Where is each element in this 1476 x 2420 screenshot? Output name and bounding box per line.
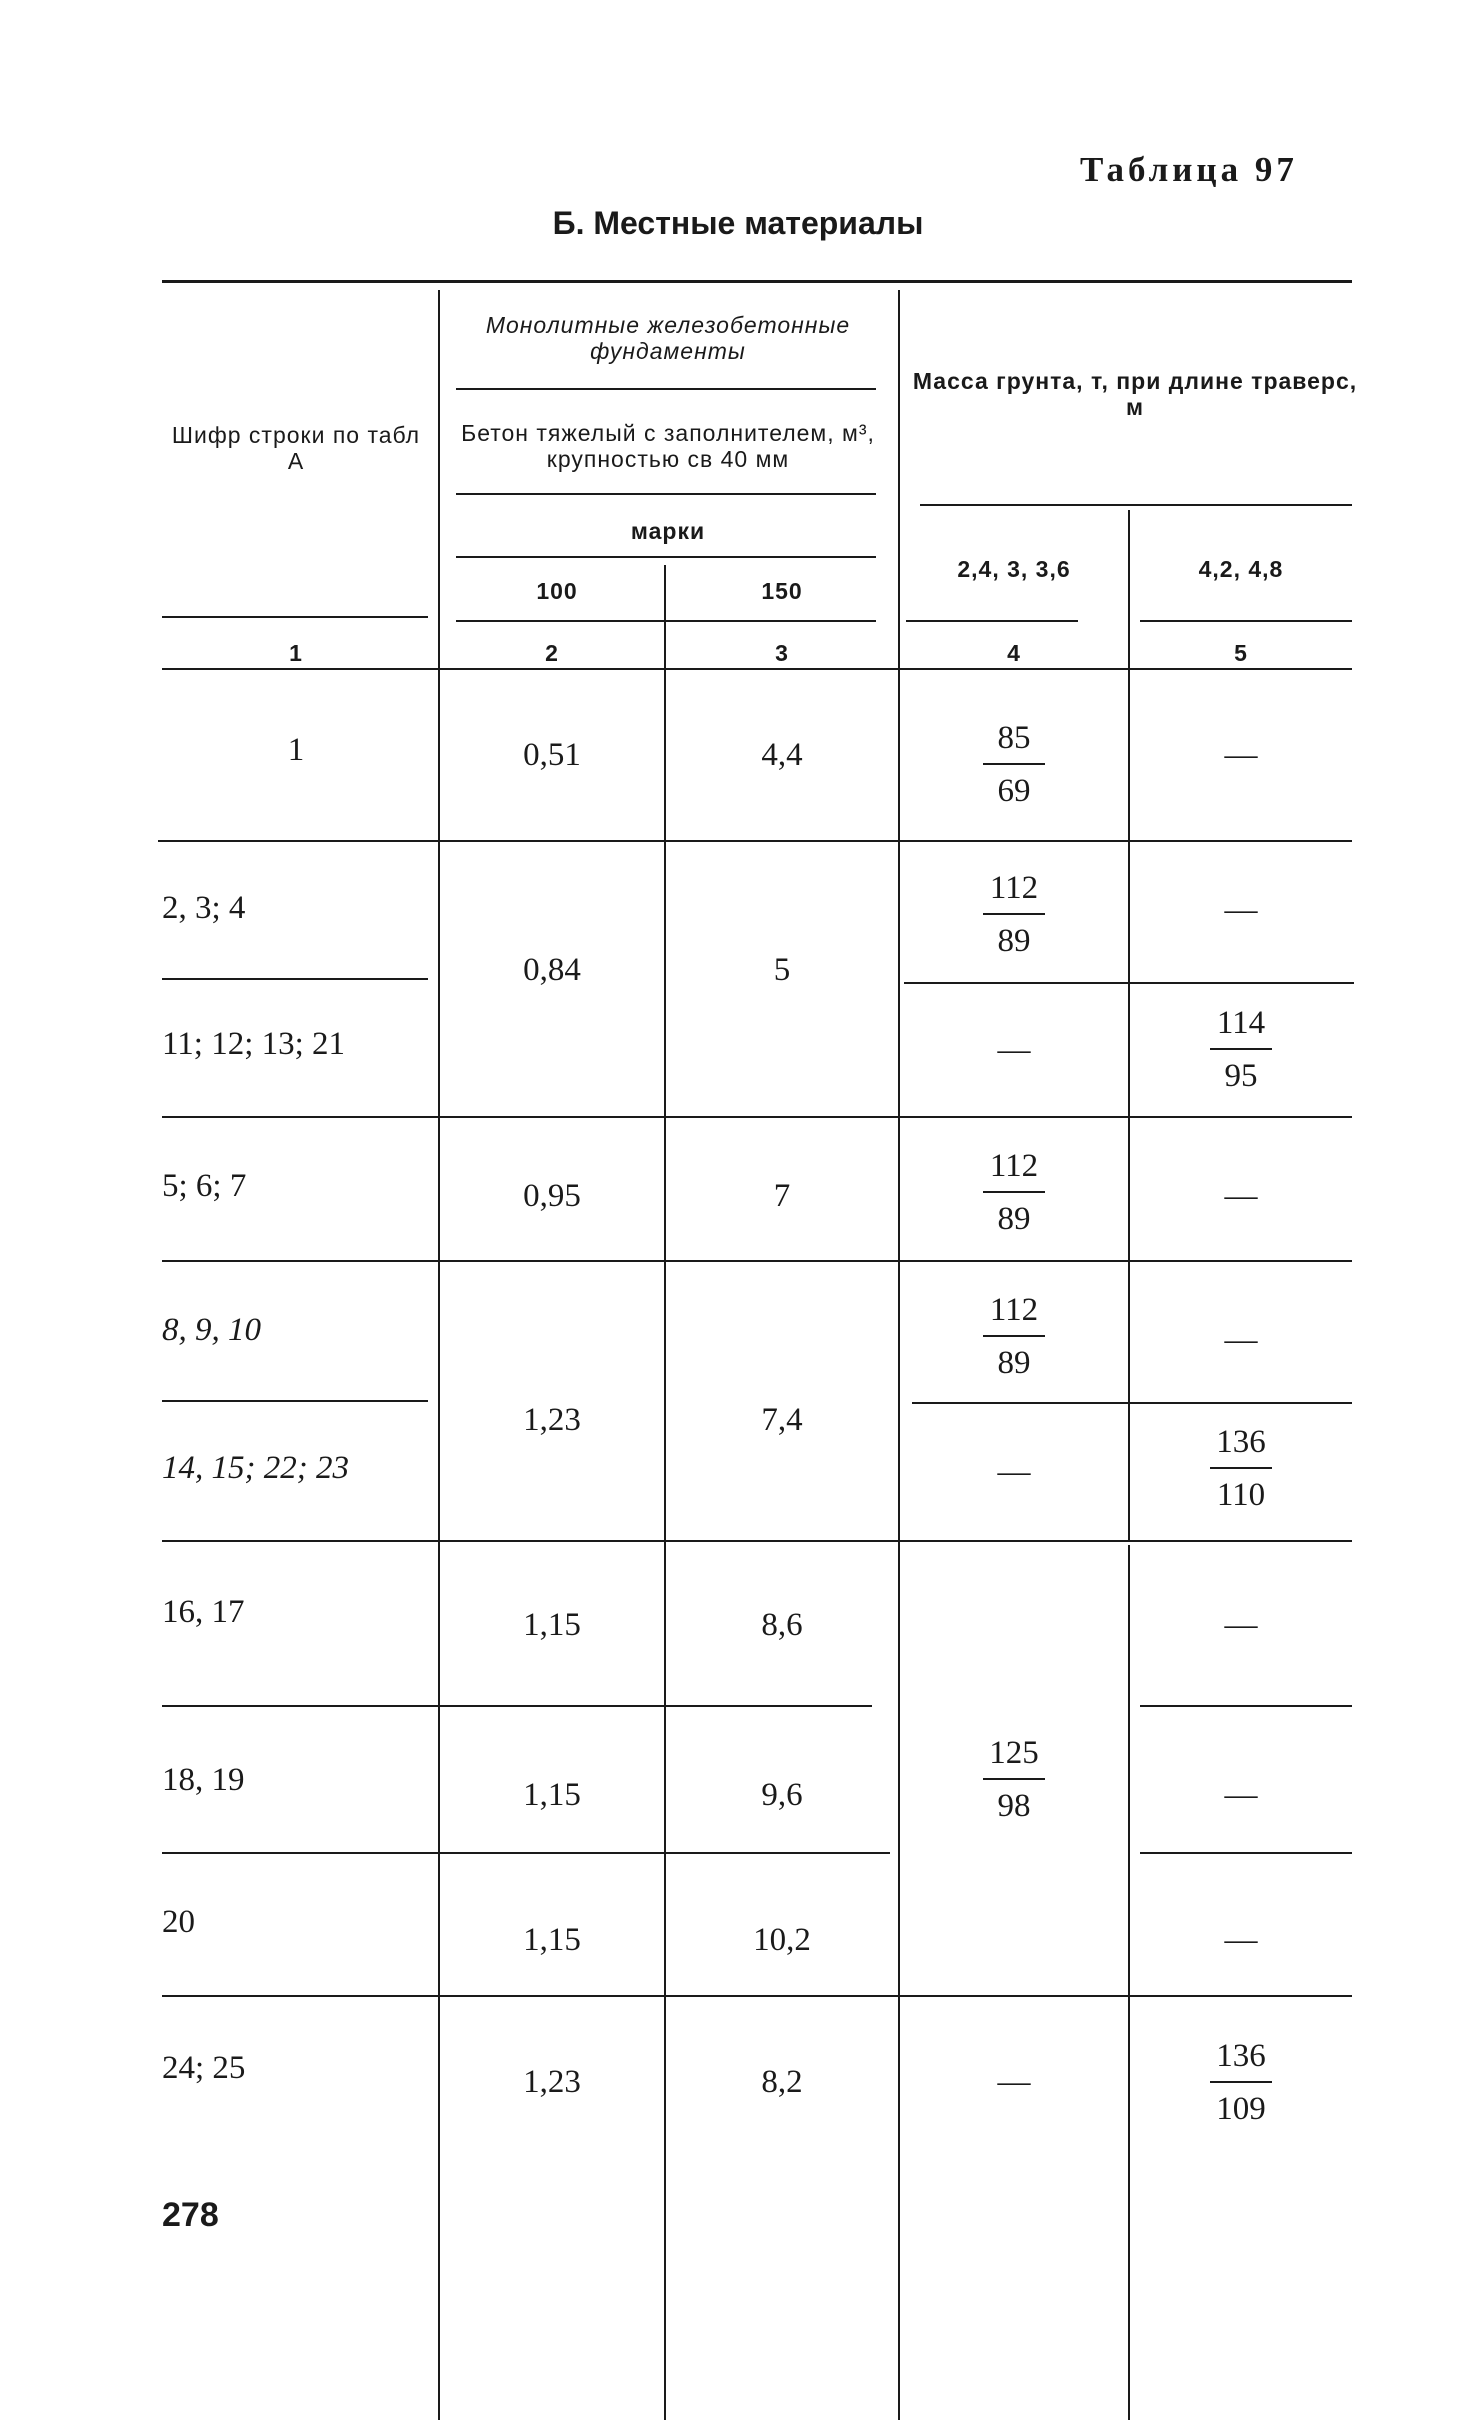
column-number: 1 xyxy=(289,640,303,666)
cell-mark-100: 1,15 xyxy=(523,1606,581,1643)
denominator: 109 xyxy=(1216,2091,1266,2127)
cell-mark-150: 7 xyxy=(773,1177,791,1214)
numerator: 136 xyxy=(1216,1424,1266,1461)
cell-mark-100: 0,95 xyxy=(523,1177,581,1214)
cell-mass-a xyxy=(900,1700,1128,1860)
marks-header: марки xyxy=(630,518,706,544)
row-code: 16, 17 xyxy=(162,1593,245,1630)
table-top-rule xyxy=(162,280,1352,283)
fraction xyxy=(1210,1006,1272,1093)
fraction-bar xyxy=(1210,1048,1272,1050)
cell-mark-100: 1,23 xyxy=(523,1401,581,1438)
fraction-bar xyxy=(983,1778,1045,1780)
cell-mass-b: — xyxy=(1224,1606,1258,1643)
numerator: 85 xyxy=(997,720,1031,757)
cell-mass-a: — xyxy=(997,2063,1031,2100)
row-code: 14, 15; 22; 23 xyxy=(162,1449,349,1486)
cell-mark-150: 5 xyxy=(773,951,791,988)
row-code: 18, 19 xyxy=(162,1761,245,1798)
column-number: 2 xyxy=(545,640,559,666)
row-rule xyxy=(162,978,428,980)
numerator: 112 xyxy=(989,1292,1039,1329)
col-rule xyxy=(664,565,666,2420)
fraction xyxy=(983,1149,1045,1236)
row-code: 11; 12; 13; 21 xyxy=(162,1025,346,1062)
cell-mass-a: — xyxy=(997,1453,1031,1490)
rule xyxy=(456,620,876,622)
fraction-bar xyxy=(983,1335,1045,1337)
concrete-header: Бетон тяжелый с заполнителем, м³, крупностью св 40 мм xyxy=(461,420,875,473)
rule xyxy=(456,388,876,390)
rule xyxy=(456,493,876,495)
row-rule xyxy=(1140,1705,1352,1707)
numerator: 112 xyxy=(989,870,1039,907)
fraction-bar xyxy=(1210,1467,1272,1469)
cell-mass-b xyxy=(1130,985,1352,1115)
cell-mark-150: 4,4 xyxy=(761,736,803,773)
cell-mass-a xyxy=(900,1272,1128,1402)
mark-100-header: 100 xyxy=(536,578,578,604)
row-rule xyxy=(162,1116,1352,1118)
row-rule xyxy=(162,1260,1352,1262)
cell-mass-a: — xyxy=(997,1031,1031,1068)
page-title: Б. Местные материалы xyxy=(552,205,924,241)
cell-mark-100: 0,84 xyxy=(523,951,581,988)
row-code: 24; 25 xyxy=(162,2049,246,2086)
cell-mass-b xyxy=(1130,2018,1352,2148)
numerator: 112 xyxy=(989,1148,1039,1185)
cell-mass-a xyxy=(900,1128,1128,1258)
column-number: 4 xyxy=(1007,640,1021,666)
denominator: 95 xyxy=(1224,1058,1258,1094)
row-rule xyxy=(162,1705,872,1707)
denominator: 89 xyxy=(997,1201,1031,1237)
row-code: 5; 6; 7 xyxy=(162,1167,247,1204)
cell-mass-a xyxy=(900,690,1128,840)
cell-mass-b: — xyxy=(1224,891,1258,928)
length-a-header: 2,4, 3, 3,6 xyxy=(957,556,1071,582)
soil-mass-header: Масса грунта, т, при длине траверс, м xyxy=(912,368,1358,421)
row-code: 2, 3; 4 xyxy=(162,889,246,926)
fraction xyxy=(983,1293,1045,1380)
numerator: 114 xyxy=(1216,1005,1266,1042)
denominator: 69 xyxy=(997,773,1031,809)
cell-mark-150: 10,2 xyxy=(753,1921,811,1958)
fraction xyxy=(1210,2039,1272,2126)
cell-mark-100: 1,23 xyxy=(523,2063,581,2100)
header-bottom-rule xyxy=(162,668,1352,670)
numerator: 125 xyxy=(989,1735,1039,1772)
cell-mark-100: 1,15 xyxy=(523,1921,581,1958)
row-rule xyxy=(162,1852,890,1854)
row-rule xyxy=(162,1540,1352,1542)
denominator: 89 xyxy=(997,1345,1031,1381)
cell-mass-b: — xyxy=(1224,1921,1258,1958)
cell-mark-100: 0,51 xyxy=(523,736,581,773)
row-rule xyxy=(162,1400,428,1402)
row-rule xyxy=(162,1995,1352,1997)
numerator: 136 xyxy=(1216,2038,1266,2075)
row-code: 20 xyxy=(162,1903,195,1940)
cell-mass-a xyxy=(900,850,1128,980)
cell-mass-b xyxy=(1130,1404,1352,1534)
row-rule xyxy=(158,840,1352,842)
row-code: 1 xyxy=(287,731,305,768)
rule xyxy=(920,504,1352,506)
fraction-bar xyxy=(983,913,1045,915)
denominator: 89 xyxy=(997,923,1031,959)
cell-mark-150: 7,4 xyxy=(761,1401,803,1438)
rule xyxy=(162,616,428,618)
fraction-bar xyxy=(983,763,1045,765)
fraction-bar xyxy=(1210,2081,1272,2083)
denominator: 98 xyxy=(997,1788,1031,1824)
cell-mass-b: — xyxy=(1224,1177,1258,1214)
cell-mark-100: 1,15 xyxy=(523,1776,581,1813)
page-number: 278 xyxy=(162,2196,219,2234)
column-number: 3 xyxy=(775,640,789,666)
cell-mass-b: — xyxy=(1224,1776,1258,1813)
rule xyxy=(906,620,1078,622)
fraction-bar xyxy=(983,1191,1045,1193)
foundations-header: Монолитные железобетонные фундаменты xyxy=(485,312,851,365)
row-code: 8, 9, 10 xyxy=(162,1311,261,1348)
cell-mark-150: 8,6 xyxy=(761,1606,803,1643)
fraction xyxy=(983,1736,1045,1823)
cell-mass-b: — xyxy=(1224,1321,1258,1358)
length-b-header: 4,2, 4,8 xyxy=(1198,556,1284,582)
cell-mass-b: — xyxy=(1224,736,1258,773)
rule xyxy=(456,556,876,558)
rule xyxy=(1140,620,1352,622)
denominator: 110 xyxy=(1216,1477,1266,1513)
mark-150-header: 150 xyxy=(761,578,803,604)
column-number: 5 xyxy=(1234,640,1248,666)
fraction xyxy=(983,721,1045,808)
cell-mark-150: 8,2 xyxy=(761,2063,803,2100)
row-rule xyxy=(1140,1852,1352,1854)
fraction xyxy=(1210,1425,1272,1512)
table-label: Таблица 97 xyxy=(1080,150,1298,189)
code-column-header: Шифр строки по табл А xyxy=(171,422,421,475)
cell-mark-150: 9,6 xyxy=(761,1776,803,1813)
fraction xyxy=(983,871,1045,958)
